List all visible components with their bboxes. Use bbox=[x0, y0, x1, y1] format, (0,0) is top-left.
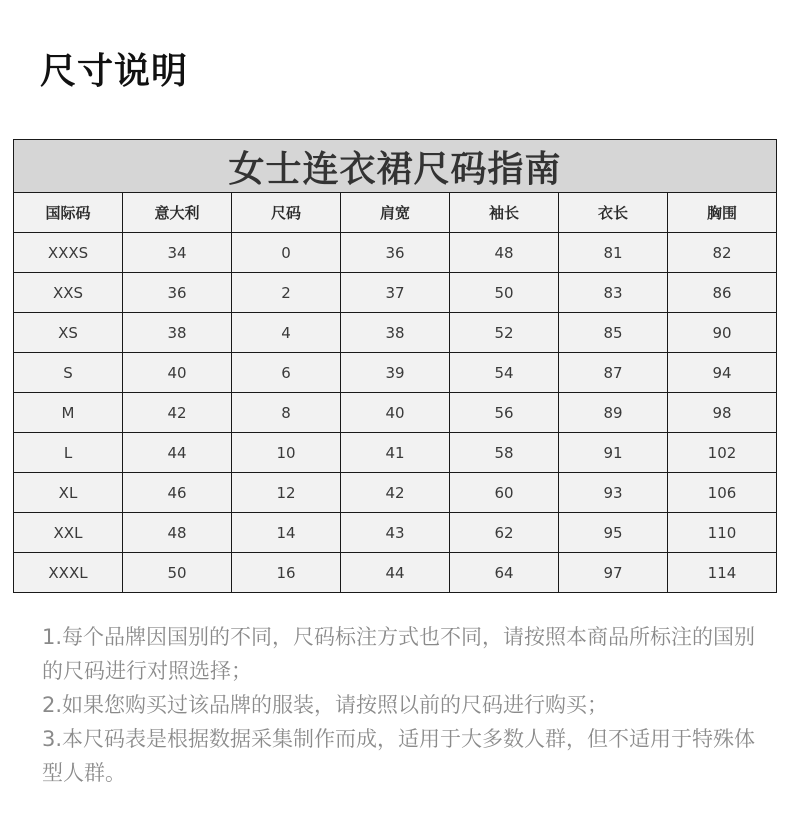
note-3: 3.本尺码表是根据数据采集制作而成，适用于大多数人群，但不适用于特殊体型人群。 bbox=[42, 727, 756, 785]
header-international-size: 国际码 bbox=[14, 193, 123, 233]
header-italy-size: 意大利 bbox=[123, 193, 232, 233]
table-row bbox=[14, 553, 777, 593]
table-row bbox=[14, 313, 777, 353]
table-cell: 62 bbox=[450, 513, 559, 553]
table-cell: XL bbox=[14, 473, 123, 513]
table-cell: 0 bbox=[232, 233, 341, 273]
table-cell: S bbox=[14, 353, 123, 393]
table-cell: 82 bbox=[668, 233, 777, 273]
table-cell: 36 bbox=[341, 233, 450, 273]
table-cell: 38 bbox=[123, 313, 232, 353]
table-cell: 81 bbox=[559, 233, 668, 273]
table-cell: 91 bbox=[559, 433, 668, 473]
table-cell: 50 bbox=[450, 273, 559, 313]
table-cell: 36 bbox=[123, 273, 232, 313]
table-cell: 8 bbox=[232, 393, 341, 433]
header-shoulder-width: 肩宽 bbox=[341, 193, 450, 233]
table-cell: 44 bbox=[123, 433, 232, 473]
table-row bbox=[14, 393, 777, 433]
table-cell: 90 bbox=[668, 313, 777, 353]
table-cell: 50 bbox=[123, 553, 232, 593]
table-cell: 87 bbox=[559, 353, 668, 393]
table-cell: 94 bbox=[668, 353, 777, 393]
table-cell: 110 bbox=[668, 513, 777, 553]
table-cell: 10 bbox=[232, 433, 341, 473]
table-cell: 48 bbox=[123, 513, 232, 553]
table-cell: XXXS bbox=[14, 233, 123, 273]
table-cell: 42 bbox=[123, 393, 232, 433]
size-chart-table bbox=[13, 139, 777, 593]
table-cell: 43 bbox=[341, 513, 450, 553]
table-cell: 60 bbox=[450, 473, 559, 513]
table-cell: 48 bbox=[450, 233, 559, 273]
table-cell: 42 bbox=[341, 473, 450, 513]
table-cell: L bbox=[14, 433, 123, 473]
table-row bbox=[14, 433, 777, 473]
table-cell: 98 bbox=[668, 393, 777, 433]
table-cell: 56 bbox=[450, 393, 559, 433]
table-cell: 40 bbox=[123, 353, 232, 393]
table-cell: 58 bbox=[450, 433, 559, 473]
table-cell: 93 bbox=[559, 473, 668, 513]
table-cell: 40 bbox=[341, 393, 450, 433]
table-cell: 97 bbox=[559, 553, 668, 593]
table-cell: 14 bbox=[232, 513, 341, 553]
table-cell: 95 bbox=[559, 513, 668, 553]
table-row bbox=[14, 513, 777, 553]
table-cell: 41 bbox=[341, 433, 450, 473]
table-cell: 106 bbox=[668, 473, 777, 513]
table-cell: 4 bbox=[232, 313, 341, 353]
table-cell: 102 bbox=[668, 433, 777, 473]
table-cell: XXS bbox=[14, 273, 123, 313]
page-heading: 尺寸说明 bbox=[40, 51, 189, 92]
table-cell: 114 bbox=[668, 553, 777, 593]
table-cell: 85 bbox=[559, 313, 668, 353]
table-cell: XXL bbox=[14, 513, 123, 553]
table-title: 女士连衣裙尺码指南 bbox=[14, 140, 777, 193]
table-title-row bbox=[14, 140, 777, 193]
table-cell: 89 bbox=[559, 393, 668, 433]
table-cell: 64 bbox=[450, 553, 559, 593]
table-cell: 2 bbox=[232, 273, 341, 313]
size-notes bbox=[42, 620, 758, 790]
table-cell: 12 bbox=[232, 473, 341, 513]
table-row bbox=[14, 353, 777, 393]
table-cell: M bbox=[14, 393, 123, 433]
table-cell: 38 bbox=[341, 313, 450, 353]
table-cell: 54 bbox=[450, 353, 559, 393]
table-cell: XS bbox=[14, 313, 123, 353]
table-header-row bbox=[14, 193, 777, 233]
table-cell: XXXL bbox=[14, 553, 123, 593]
header-sleeve-length: 袖长 bbox=[450, 193, 559, 233]
table-cell: 44 bbox=[341, 553, 450, 593]
table-cell: 46 bbox=[123, 473, 232, 513]
table-body bbox=[14, 233, 777, 593]
table-cell: 83 bbox=[559, 273, 668, 313]
table-row bbox=[14, 273, 777, 313]
table-cell: 39 bbox=[341, 353, 450, 393]
table-row bbox=[14, 233, 777, 273]
table-cell: 86 bbox=[668, 273, 777, 313]
header-size: 尺码 bbox=[232, 193, 341, 233]
header-bust: 胸围 bbox=[668, 193, 777, 233]
table-cell: 16 bbox=[232, 553, 341, 593]
note-2: 2.如果您购买过该品牌的服装，请按照以前的尺码进行购买； bbox=[42, 693, 609, 717]
table-cell: 34 bbox=[123, 233, 232, 273]
note-1: 1.每个品牌因国别的不同，尺码标注方式也不同，请按照本商品所标注的国别的尺码进行对照选择； bbox=[42, 625, 756, 683]
table-cell: 37 bbox=[341, 273, 450, 313]
table-cell: 52 bbox=[450, 313, 559, 353]
table-cell: 6 bbox=[232, 353, 341, 393]
table-row bbox=[14, 473, 777, 513]
header-garment-length: 衣长 bbox=[559, 193, 668, 233]
